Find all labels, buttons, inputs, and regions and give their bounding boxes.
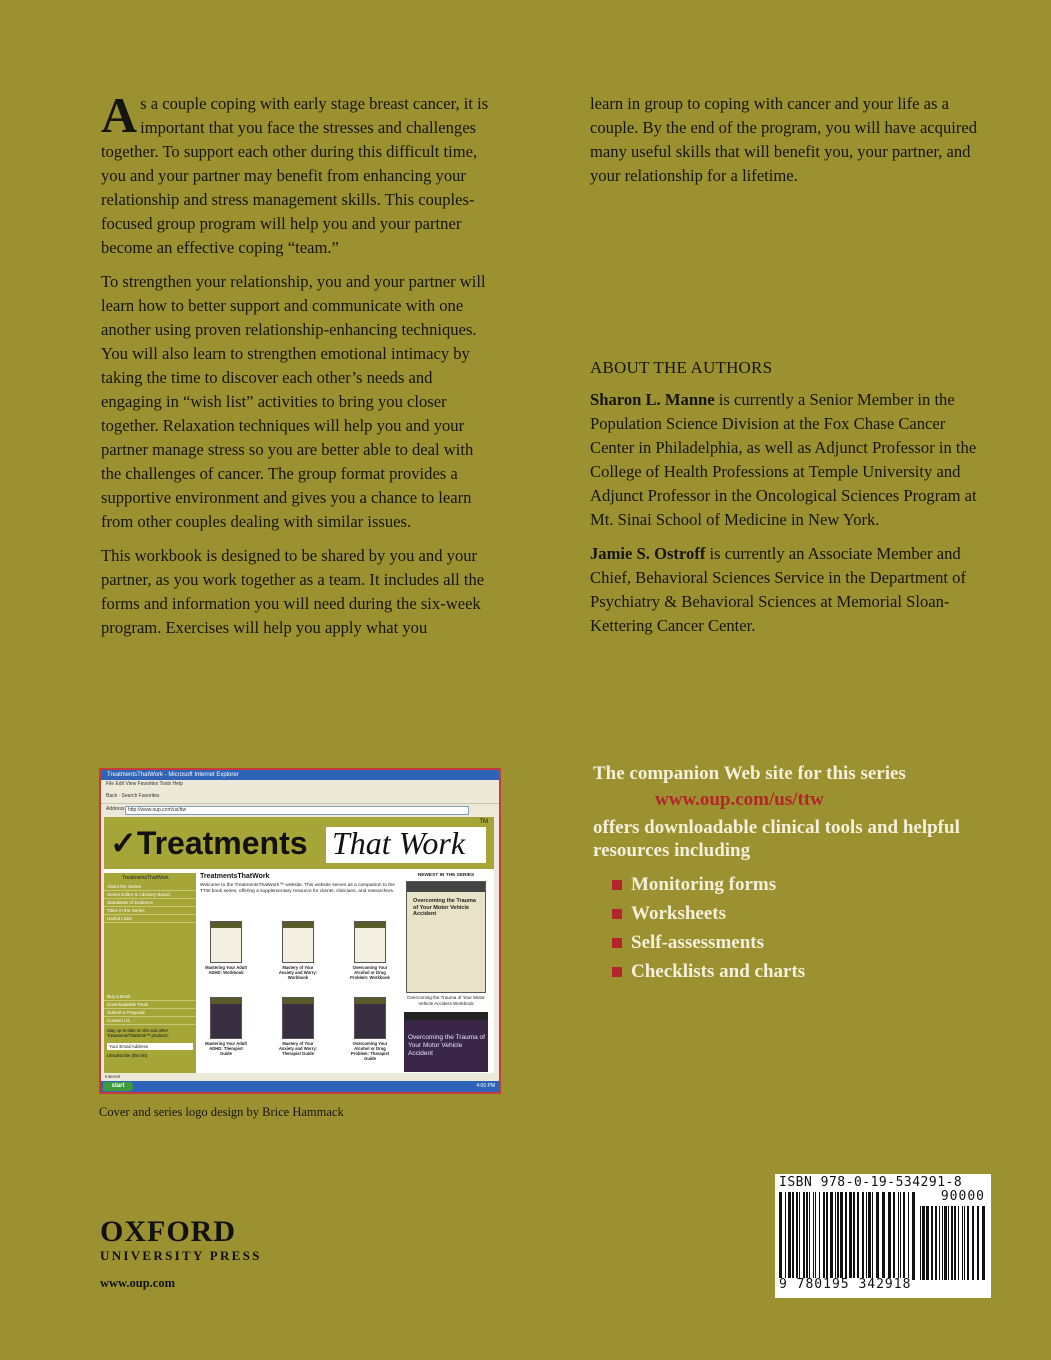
browser-toolbar: Back · Search Favorites <box>101 789 499 804</box>
newest-label: NEWEST IN THE SERIES <box>417 873 475 878</box>
resource-item <box>593 928 993 957</box>
author-name: Jamie S. Ostroff <box>590 544 706 563</box>
isbn-text: ISBN 978-0-19-534291-8 <box>779 1175 963 1190</box>
book-caption: Mastering Your Adult ADHD: Therapist Guide <box>205 1041 247 1056</box>
book-caption: Overcoming Your Alcohol or Drug Problem: Therapist Guide <box>350 1041 390 1061</box>
spacer <box>590 198 985 356</box>
welcome-text: Welcome to the TreatmentsThatWork™ website. This website serves as a companion to the TTW book series, offering a supplementary resource for clients, clinicians, and researchers. <box>200 883 395 894</box>
workbook-paragraph: This workbook is designed to be shared by you and your partner, as you work together as a team. It includes all the forms and information you will need during the six-week program. Exercises will help you apply what you <box>101 546 485 637</box>
browser-titlebar: TreatmentsThatWork - Microsoft Internet Explorer <box>101 770 499 780</box>
book-caption: Mastering Your Adult ADHD: Workbook <box>205 965 247 975</box>
ean-barcode-icon <box>779 1192 917 1280</box>
browser-menubar: File Edit View Favorites Tools Help <box>101 780 499 789</box>
resource-item <box>593 870 993 899</box>
book-tile <box>348 997 392 1061</box>
resource-item <box>593 957 993 986</box>
square-bullet-icon <box>612 909 622 919</box>
sidenav-item: Buy a Book <box>104 993 196 1001</box>
companion-line1: The companion Web site for this series <box>593 763 906 784</box>
square-bullet-icon <box>612 967 622 977</box>
addon-barcode-icon <box>920 1206 986 1280</box>
book-tile <box>204 997 248 1056</box>
author-bio-text: is currently an Associate Member and Chief, Behavioral Sciences Service in the Department of Psychiatry & Behavioral Sciences at Memorial Sloan-Kettering Cancer Center. <box>590 544 966 635</box>
featured-caption: Overcoming the Trauma of Your Motor Vehicle Accident Workbook <box>407 995 485 1006</box>
intro-paragraph <box>101 87 493 260</box>
trademark: TM <box>479 819 488 825</box>
square-bullet-icon <box>612 938 622 948</box>
author-bio-manne <box>590 388 985 532</box>
book-caption: Mastery of Your Anxiety and Worry: Therapist Guide <box>278 1041 318 1056</box>
sidenav-item: Standards of Evidence <box>104 899 196 907</box>
barcode-digits: 9 780195 342918 <box>779 1277 912 1292</box>
publisher-name: OXFORD <box>100 1215 236 1248</box>
resource-label: Worksheets <box>631 903 726 924</box>
resource-label: Checklists and charts <box>631 961 806 982</box>
featured-cover-dark <box>404 1012 488 1072</box>
taskbar-clock: 4:00 PM <box>476 1083 495 1089</box>
book-tile <box>348 921 392 980</box>
design-credit: Cover and series logo design by Brice Hammack <box>99 1105 344 1119</box>
featured-title: Overcoming the Trauma of Your Motor Vehicle Accident <box>413 898 476 917</box>
browser-statusbar: Internet <box>101 1073 499 1081</box>
book-cover <box>354 997 386 1039</box>
description-column <box>101 87 493 650</box>
resource-label: Self-assessments <box>631 932 764 953</box>
intro-text: s a couple coping with early stage breast cancer, it is important that you face the stresses and challenges together. To support each other during this difficult time, you and your partner may benefit from enhancing your relationship and stress management skills. This couples-focused group program will help you and your partner become an effective coping “team.” <box>101 94 489 257</box>
sidenav-item: Downloadable Tools <box>104 1001 196 1009</box>
site-sidenav <box>104 873 196 1077</box>
square-bullet-icon <box>612 880 622 890</box>
book-tile <box>276 997 320 1056</box>
publisher-subname: UNIVERSITY PRESS <box>100 1248 262 1263</box>
logo-word: Treatments <box>136 825 308 861</box>
checkmark-icon: ✓ <box>110 825 137 861</box>
email-field: Your Email Address <box>107 1043 193 1050</box>
book-cover <box>354 921 386 963</box>
featured-cover <box>406 881 486 993</box>
author-bio-ostroff <box>590 542 985 638</box>
companion-line2: offers downloadable clinical tools and helpful resources including <box>593 817 960 861</box>
site-logo-left <box>110 823 308 863</box>
companion-website <box>593 762 993 986</box>
site-logo-right: That Work <box>332 825 466 861</box>
isbn-barcode <box>775 1174 991 1298</box>
author-bio-text: is currently a Senior Member in the Population Science Division at the Fox Chase Cancer Center in Philadelphia, as well as Adjunct Professor in the College of Health Professions at Temple University and Adjunct Professor in the Oncological Sciences Program at Mt. Sinai School of Medicine in New York. <box>590 390 977 529</box>
unsubscribe-checkbox: Unsubscribe (this list) <box>107 1053 148 1058</box>
sidenav-item: Useful Links <box>104 915 196 923</box>
os-taskbar <box>101 1081 499 1092</box>
address-label: Address <box>106 806 125 812</box>
start-button: start <box>103 1082 133 1091</box>
publisher-logo <box>100 1216 262 1291</box>
drop-cap: A <box>101 87 138 143</box>
right-column <box>590 92 985 648</box>
companion-url[interactable]: www.oup.com/us/ttw <box>655 789 824 810</box>
featured-title-dark: Overcoming the Trauma of Your Motor Vehicle Accident <box>408 1034 485 1057</box>
site-featured <box>402 873 490 1072</box>
website-screenshot <box>99 768 501 1094</box>
sidenav-item: Submit a Proposal <box>104 1009 196 1017</box>
signup-note: Stay up-to-date on this and other TreatmentsThatWork™ products: <box>107 1028 169 1038</box>
book-cover <box>210 997 242 1039</box>
author-name: Sharon L. Manne <box>590 390 715 409</box>
sidenav-item: Series Editor & Advisory Board <box>104 891 196 899</box>
continuation-paragraph: learn in group to coping with cancer and your life as a couple. By the end of the program, you will have acquired many useful skills that will benefit you, your partner, and your relationship for a lifetime. <box>590 94 978 185</box>
resource-list <box>593 870 993 986</box>
site-center <box>200 873 398 895</box>
price-code: 90000 <box>940 1189 985 1204</box>
sidenav-brand: TreatmentsThatWork <box>122 875 169 881</box>
sidenav-item: About the Series <box>104 883 196 891</box>
book-cover <box>282 997 314 1039</box>
site-heading: TreatmentsThatWork <box>200 873 270 880</box>
resource-item <box>593 899 993 928</box>
address-bar <box>101 804 499 815</box>
book-cover <box>282 921 314 963</box>
address-field: http://www.oup.com/us/ttw <box>125 806 469 815</box>
sidenav-lower <box>104 993 196 1059</box>
publisher-url[interactable]: www.oup.com <box>100 1276 176 1290</box>
relationship-paragraph: To strengthen your relationship, you and your partner will learn how to better support and communicate with one another using proven relationship-enhancing techniques. You will also learn to strengthen emotional intimacy by taking the time to discover each other’s needs and engaging in “wish list” activities to bring you closer together. Relaxation techniques will help you and your partner manage stress so you are better able to deal with the challenges of cancer. The group format provides a supportive environment and gives you a chance to learn from other couples dealing with similar issues. <box>101 272 486 531</box>
site-banner <box>104 817 494 869</box>
resource-label: Monitoring forms <box>631 874 777 895</box>
book-tile <box>204 921 248 975</box>
website-page <box>104 817 494 1077</box>
book-cover <box>210 921 242 963</box>
sidenav-item: Contact Us <box>104 1017 196 1025</box>
book-caption: Overcoming Your Alcohol or Drug Problem: Workbook <box>350 965 390 980</box>
about-authors-heading: ABOUT THE AUTHORS <box>590 358 773 377</box>
book-tile <box>276 921 320 980</box>
book-caption: Mastery of Your Anxiety and Worry: Workbook <box>278 965 318 980</box>
sidenav-item: Titles in the Series <box>104 907 196 915</box>
